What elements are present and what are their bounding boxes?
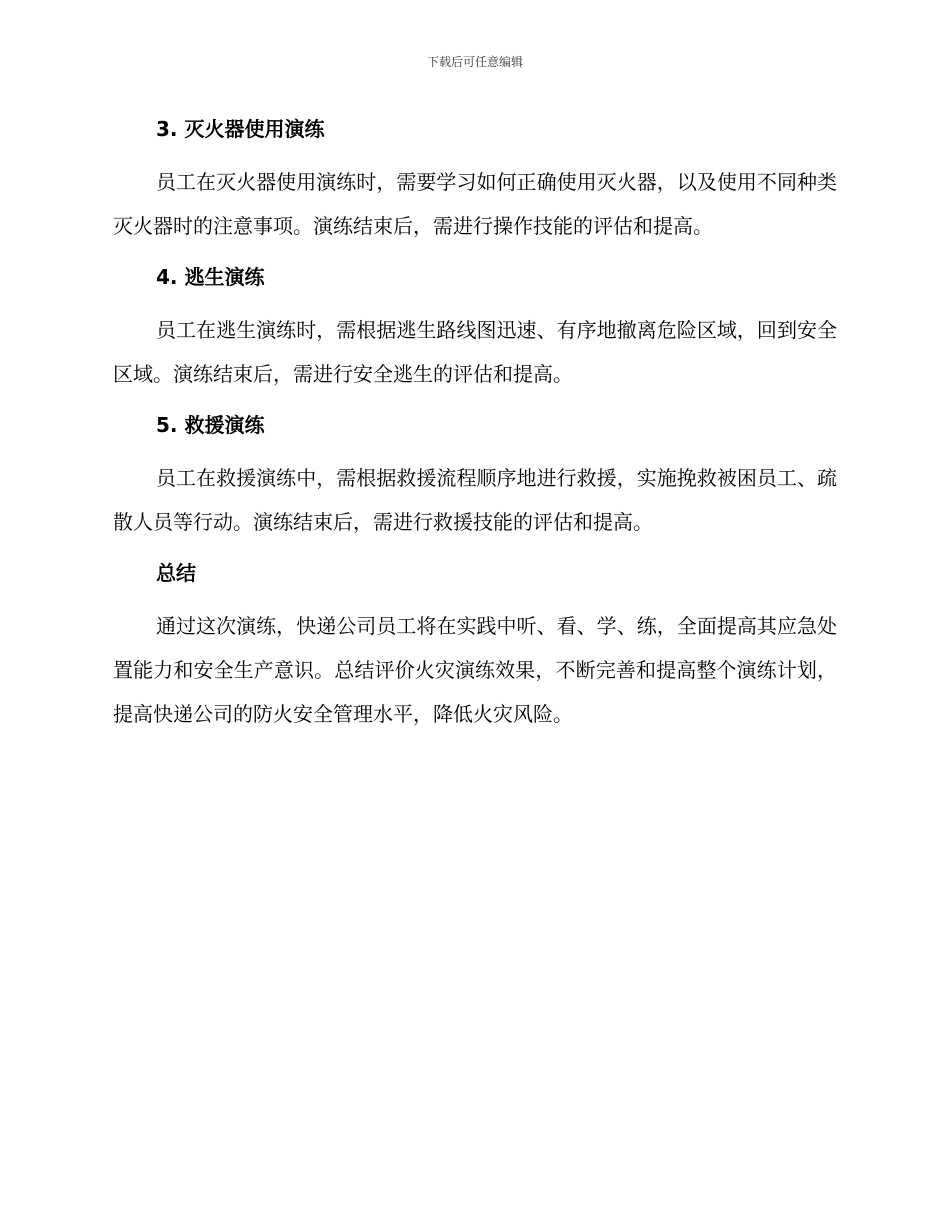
- page-header: 下载后可任意编辑: [426, 55, 523, 69]
- section-heading: 5. 救援演练: [156, 413, 265, 437]
- section-summary: [113, 556, 837, 736]
- section-escape-drill: [113, 260, 837, 396]
- section-heading: 3. 灭火器使用演练: [156, 117, 325, 141]
- section-rescue-drill: [113, 408, 837, 544]
- section-paragraph: 员工在逃生演练时，需根据逃生路线图迅速、有序地撤离危险区域，回到安全区域。演练结束后，需进行安全逃生的评估和提高。: [113, 318, 837, 386]
- section-heading: 总结: [156, 561, 196, 585]
- section-paragraph: 员工在灭火器使用演练时，需要学习如何正确使用灭火器，以及使用不同种类灭火器时的注意事项。演练结束后，需进行操作技能的评估和提高。: [113, 170, 837, 238]
- section-heading: 4. 逃生演练: [156, 265, 265, 289]
- section-paragraph: 员工在救援演练中，需根据救援流程顺序地进行救援，实施挽救被困员工、疏散人员等行动。演练结束后，需进行救援技能的评估和提高。: [113, 466, 837, 534]
- section-fire-extinguisher-drill: [113, 112, 837, 248]
- document-body: [113, 112, 837, 748]
- section-paragraph: 通过这次演练，快递公司员工将在实践中听、看、学、练，全面提高其应急处置能力和安全生产意识。总结评价火灾演练效果，不断完善和提高整个演练计划，提高快递公司的防火安全管理水平，降低火灾风险。: [113, 614, 837, 726]
